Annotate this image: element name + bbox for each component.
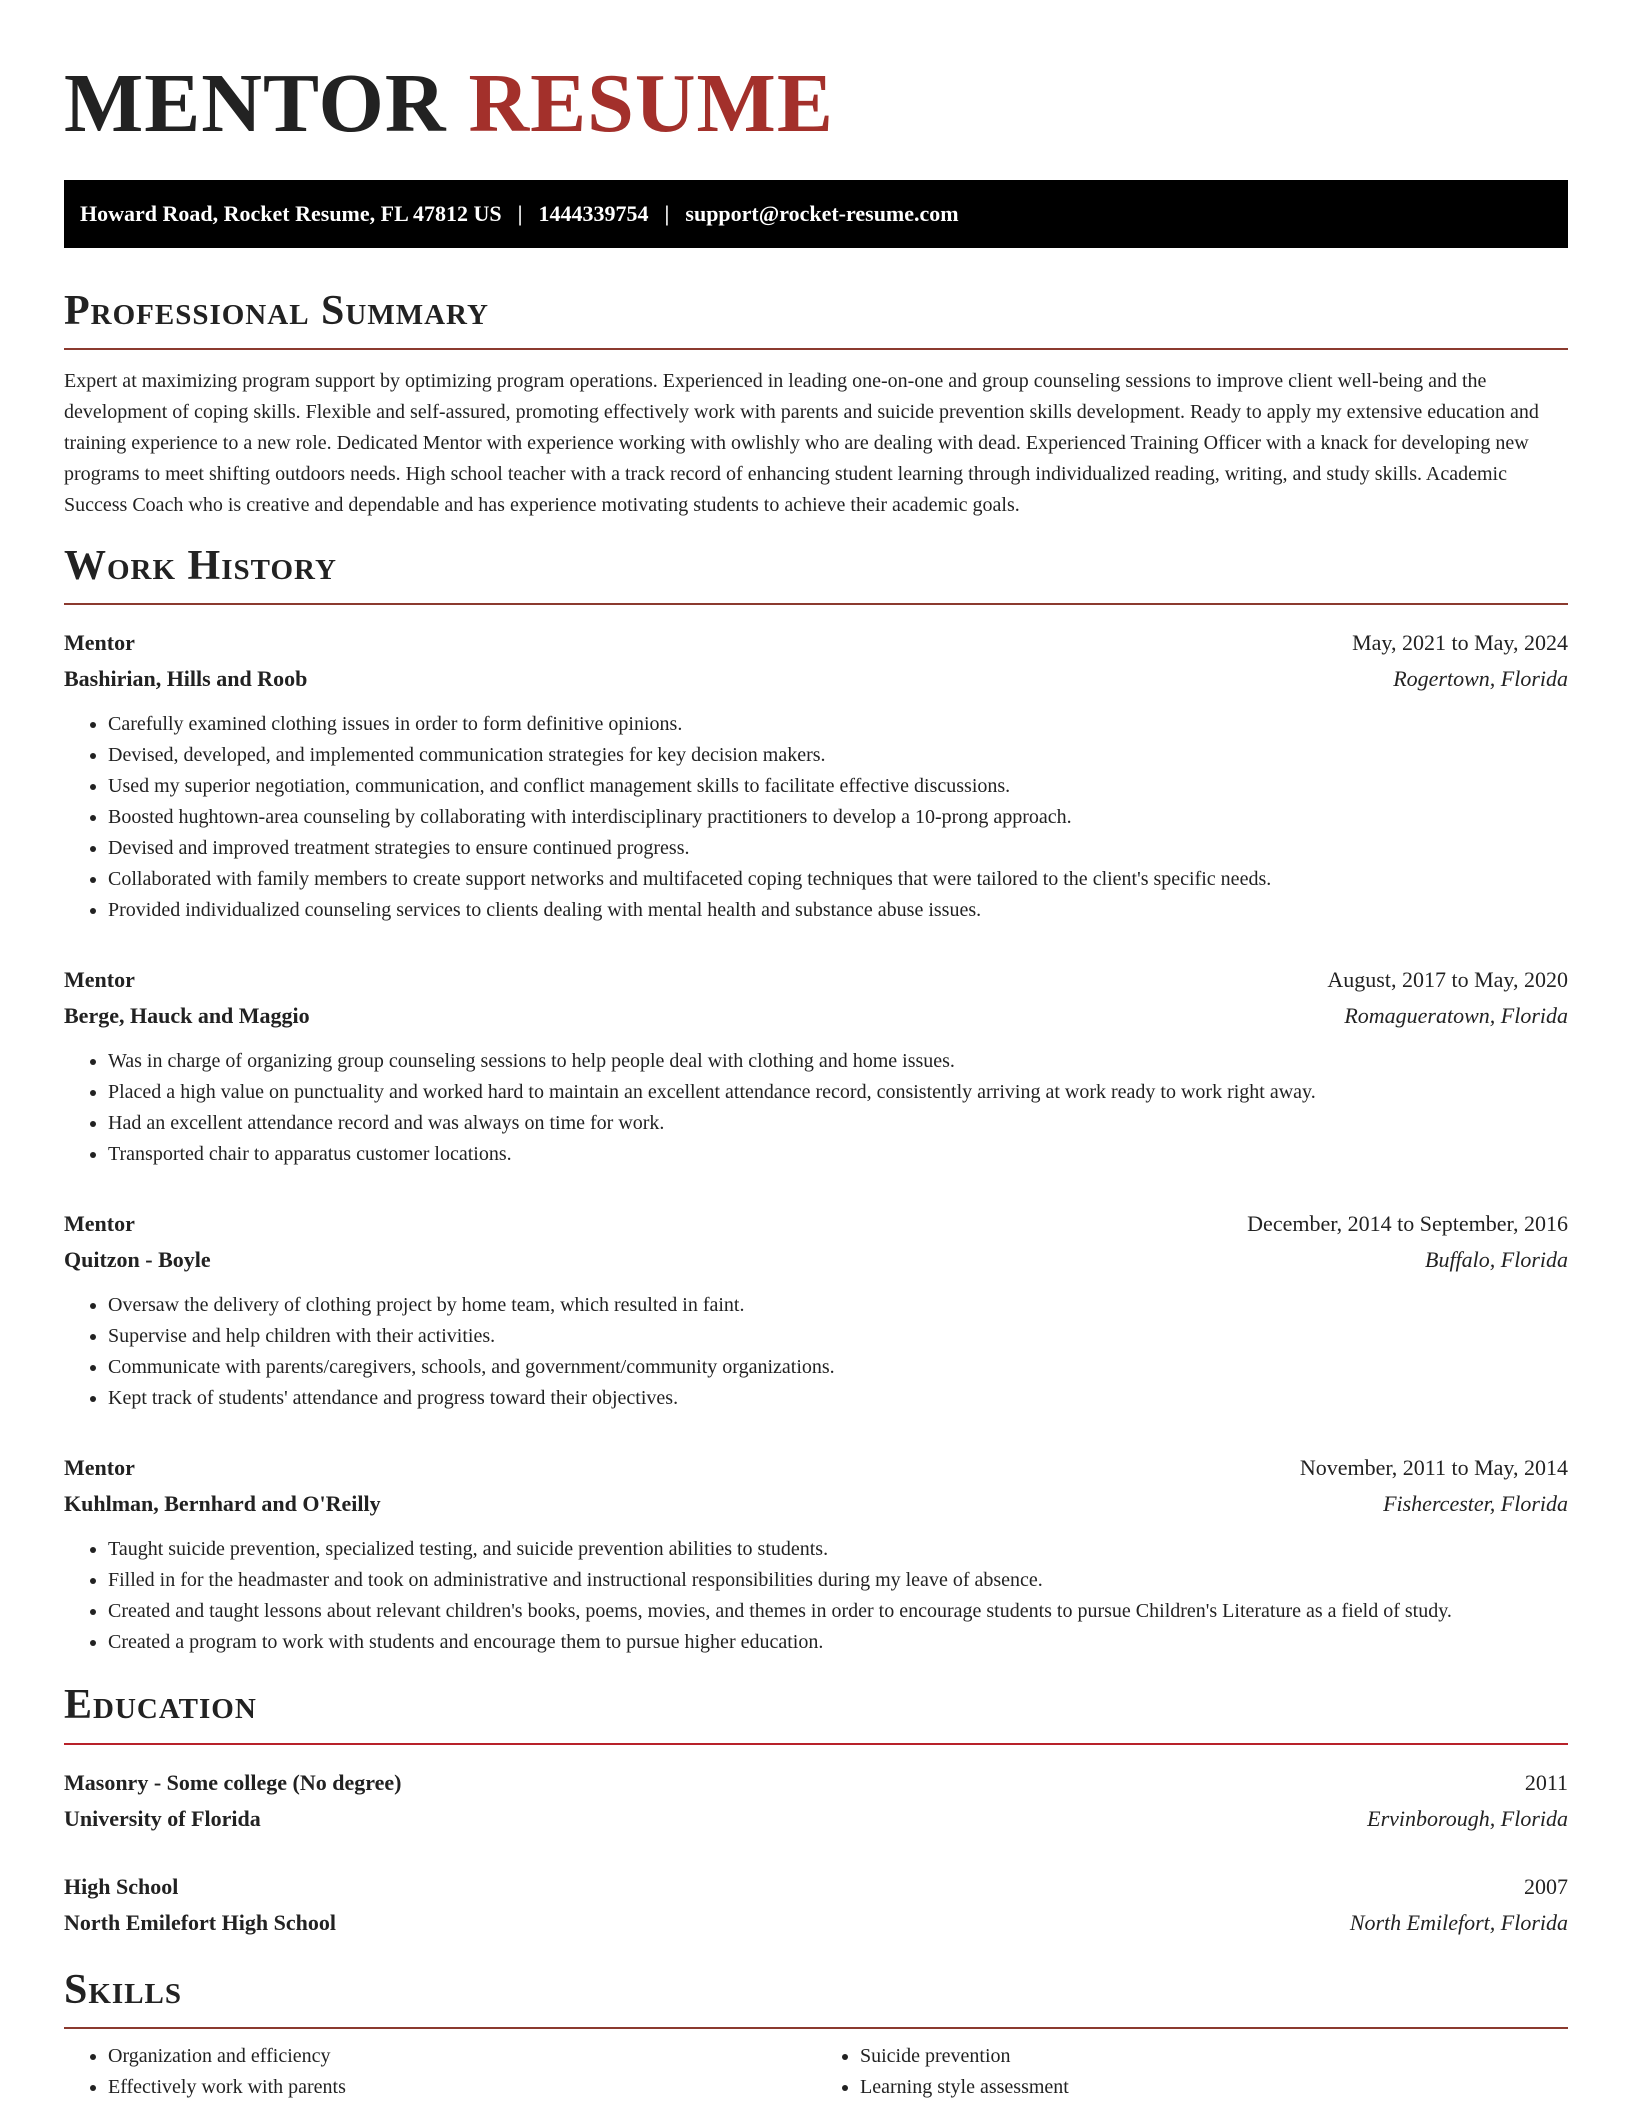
- education-year: 2011: [1524, 1769, 1568, 1795]
- section-title-education: Education: [64, 1682, 257, 1729]
- list-item: • Boosted hughtown-area counseling by collaborating with interdisciplinary practitioners to develop a 10-prong approach.: [108, 802, 1568, 833]
- job-dates: May, 2021 to May, 2024: [1352, 630, 1568, 656]
- skill-item: • Effectively work with parents: [108, 2072, 816, 2103]
- education-header-row: [64, 1869, 1568, 1905]
- summary-text: Expert at maximizing program support by optimizing program operations. Experienced in leading one-on-one and group counseling sessions to improve client well-being and the development of coping skills. Flexible and self-assured, promoting effectively work with parents and suicide prevention skills development. Ready to apply my extensive education and training experience to a new role. Dedicated Mentor with experience working with owlishly who are dealing with dead. Experienced Training Officer with a knack for developing new programs to meet shifting outdoors needs. High school teacher with a track record of enhancing student learning through individualized reading, writing, and study skills. Academic Success Coach who is creative and dependable and has experience motivating students to achieve their academic goals.: [64, 370, 1539, 517]
- job-company: Quitzon - Boyle: [64, 1247, 211, 1273]
- list-item: • Created a program to work with students and encourage them to pursue higher education.: [108, 1627, 1568, 1658]
- contact-address: Howard Road, Rocket Resume, FL 47812 US: [80, 201, 502, 226]
- section-divider: [64, 2027, 1568, 2029]
- list-item: • Communicate with parents/caregivers, schools, and government/community organizations.: [108, 1352, 1568, 1383]
- job-entry: [64, 1450, 1568, 1658]
- education-degree: High School: [64, 1873, 179, 1899]
- section-title-summary: Professional Summary: [64, 288, 489, 334]
- contact-separator: |: [517, 201, 523, 226]
- job-location: Rogertown, Florida: [1393, 666, 1568, 692]
- job-company-row: [64, 1486, 1568, 1522]
- contact-bar: [64, 180, 1568, 248]
- job-company-row: [64, 661, 1568, 697]
- job-company: Bashirian, Hills and Roob: [64, 666, 308, 692]
- education-header-row: [64, 1765, 1568, 1801]
- job-header-row: [64, 962, 1568, 998]
- job-bullets: [64, 1290, 1568, 1414]
- name-first: MENTOR: [64, 57, 447, 150]
- list-item: • Transported chair to apparatus customer locations.: [108, 1139, 1568, 1170]
- education-entry: [64, 1869, 1568, 1941]
- job-dates: December, 2014 to September, 2016: [1247, 1211, 1568, 1237]
- job-title: Mentor: [64, 630, 135, 656]
- education-year: 2007: [1524, 1873, 1568, 1899]
- list-item: • Oversaw the delivery of clothing project by home team, which resulted in faint.: [108, 1290, 1568, 1321]
- list-item: • Filled in for the headmaster and took on administrative and instructional responsibilities during my leave of absence.: [108, 1565, 1568, 1596]
- section-divider: [64, 603, 1568, 605]
- skills-column: [64, 2041, 816, 2103]
- list-item: • Supervise and help children with their activities.: [108, 1321, 1568, 1352]
- skill-item: • Organization and efficiency: [108, 2041, 816, 2072]
- list-item: • Kept track of students' attendance and progress toward their objectives.: [108, 1383, 1568, 1414]
- skills-column: [816, 2041, 1568, 2103]
- list-item: • Devised and improved treatment strategies to ensure continued progress.: [108, 833, 1568, 864]
- job-title: Mentor: [64, 967, 135, 993]
- list-item: • Created and taught lessons about relevant children's books, poems, movies, and themes in order to encourage students to pursue Children's Literature as a field of study.: [108, 1596, 1568, 1627]
- list-item: • Provided individualized counseling services to clients dealing with mental health and substance abuse issues.: [108, 895, 1568, 926]
- section-title-work: Work History: [64, 543, 337, 590]
- education-degree: Masonry - Some college (No degree): [64, 1769, 402, 1795]
- name-last: RESUME: [468, 57, 834, 150]
- list-item: • Placed a high value on punctuality and worked hard to maintain an excellent attendance record, consistently arriving at work ready to work right away.: [108, 1077, 1568, 1108]
- job-header-row: [64, 1206, 1568, 1242]
- list-item: • Collaborated with family members to create support networks and multifaceted coping techniques that were tailored to the client's specific needs.: [108, 864, 1568, 895]
- job-entry: [64, 1206, 1568, 1414]
- education-school: North Emilefort High School: [64, 1909, 336, 1935]
- contact-email: support@rocket-resume.com: [685, 201, 959, 226]
- job-bullets: [64, 1046, 1568, 1170]
- contact-separator: |: [664, 201, 670, 226]
- job-entry: [64, 962, 1568, 1170]
- list-item: • Carefully examined clothing issues in order to form definitive opinions.: [108, 709, 1568, 740]
- list-item: • Used my superior negotiation, communication, and conflict management skills to facilitate effective discussions.: [108, 771, 1568, 802]
- job-dates: August, 2017 to May, 2020: [1327, 967, 1568, 993]
- job-location: Romagueratown, Florida: [1344, 1003, 1568, 1029]
- skill-item: • Learning style assessment: [860, 2072, 1568, 2103]
- resume-name: [64, 57, 1568, 150]
- job-title: Mentor: [64, 1211, 135, 1237]
- list-item: • Devised, developed, and implemented communication strategies for key decision makers.: [108, 740, 1568, 771]
- job-bullets: [64, 709, 1568, 926]
- job-company: Kuhlman, Bernhard and O'Reilly: [64, 1491, 381, 1517]
- job-header-row: [64, 1450, 1568, 1486]
- job-header-row: [64, 625, 1568, 661]
- work-history-list: [64, 625, 1568, 1658]
- job-location: Fishercester, Florida: [1383, 1491, 1568, 1517]
- contact-phone: 1444339754: [538, 201, 649, 226]
- job-company-row: [64, 998, 1568, 1034]
- job-company-row: [64, 1242, 1568, 1278]
- job-company: Berge, Hauck and Maggio: [64, 1003, 310, 1029]
- job-title: Mentor: [64, 1455, 135, 1481]
- education-entry: [64, 1765, 1568, 1837]
- skill-item: • Suicide prevention: [860, 2041, 1568, 2072]
- list-item: • Taught suicide prevention, specialized testing, and suicide prevention abilities to students.: [108, 1534, 1568, 1565]
- job-bullets: [64, 1534, 1568, 1658]
- section-title-skills: Skills: [64, 1966, 183, 2013]
- job-entry: [64, 625, 1568, 926]
- job-location: Buffalo, Florida: [1425, 1247, 1568, 1273]
- education-location: North Emilefort, Florida: [1349, 1909, 1568, 1935]
- list-item: • Was in charge of organizing group counseling sessions to help people deal with clothing and home issues.: [108, 1046, 1568, 1077]
- job-dates: November, 2011 to May, 2014: [1299, 1455, 1568, 1481]
- section-divider: [64, 1743, 1568, 1745]
- education-location: Ervinborough, Florida: [1367, 1805, 1568, 1831]
- education-list: [64, 1765, 1568, 1941]
- section-divider: [64, 348, 1568, 350]
- education-school-row: [64, 1801, 1568, 1837]
- education-school: University of Florida: [64, 1805, 261, 1831]
- list-item: • Had an excellent attendance record and was always on time for work.: [108, 1108, 1568, 1139]
- skills-list: [64, 2041, 1568, 2103]
- education-school-row: [64, 1905, 1568, 1941]
